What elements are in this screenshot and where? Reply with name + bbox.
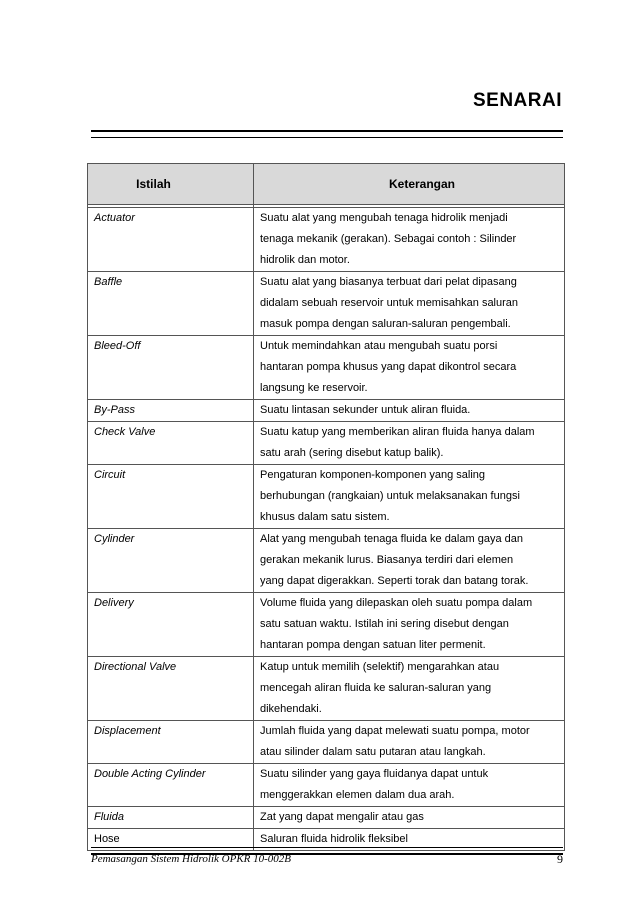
description-line: menggerakkan elemen dalam dua arah. <box>260 789 455 801</box>
footer-document-title: Pemasangan Sistem Hidrolik OPKR 10-002B <box>91 853 292 865</box>
table-row <box>88 272 565 336</box>
footer-page-number: 9 <box>557 852 563 866</box>
description-line: langsung ke reservoir. <box>260 382 368 394</box>
table-row <box>88 657 565 721</box>
description-line: Katup untuk memilih (selektif) mengarahkan atau <box>260 661 500 673</box>
description-cell <box>254 764 565 807</box>
table-row <box>88 764 565 807</box>
description-line: gerakan mekanik lurus. Biasanya terdiri dari elemen <box>260 554 514 566</box>
term-cell: Fluida <box>88 807 254 829</box>
description-line: hantaran pompa khusus yang dapat dikontrol secara <box>260 361 517 373</box>
description-line: hidrolik dan motor. <box>260 254 350 266</box>
term-cell: Displacement <box>88 721 254 764</box>
table-row <box>88 400 565 422</box>
description-line: Saluran fluida hidrolik fleksibel <box>260 833 408 845</box>
column-header-description: Keterangan <box>254 164 565 205</box>
term-cell: Cylinder <box>88 529 254 593</box>
description-line: Alat yang mengubah tenaga fluida ke dalam gaya dan <box>260 533 523 545</box>
description-cell <box>254 529 565 593</box>
page-title: SENARAI <box>472 90 562 111</box>
description-line: Jumlah fluida yang dapat melewati suatu pompa, motor <box>260 725 530 737</box>
description-line: satu satuan waktu. Istilah ini sering disebut dengan <box>260 618 509 630</box>
table-header-row <box>88 164 565 205</box>
table-row <box>88 208 565 272</box>
table-row <box>88 336 565 400</box>
header-divider <box>91 130 563 138</box>
description-line: dikehendaki. <box>260 703 322 715</box>
description-line: Untuk memindahkan atau mengubah suatu porsi <box>260 340 498 352</box>
description-line: tenaga mekanik (gerakan). Sebagai contoh : Silinder <box>260 233 517 245</box>
description-line: Pengaturan komponen-komponen yang saling <box>260 469 486 481</box>
term-cell: Delivery <box>88 593 254 657</box>
term-cell: By-Pass <box>88 400 254 422</box>
description-line: mencegah aliran fluida ke saluran-saluran yang <box>260 682 492 694</box>
table-row <box>88 465 565 529</box>
description-cell <box>254 208 565 272</box>
description-cell <box>254 400 565 422</box>
description-line: berhubungan (rangkaian) untuk melaksanakan fungsi <box>260 490 520 502</box>
description-cell <box>254 272 565 336</box>
description-cell <box>254 422 565 465</box>
description-line: didalam sebuah reservoir untuk memisahkan saluran <box>260 297 519 309</box>
term-cell: Circuit <box>88 465 254 529</box>
term-cell: Check Valve <box>88 422 254 465</box>
description-cell <box>254 721 565 764</box>
glossary-table <box>87 163 565 851</box>
description-cell <box>254 465 565 529</box>
description-line: yang dapat digerakkan. Seperti torak dan batang torak. <box>260 575 529 587</box>
description-line: khusus dalam satu sistem. <box>260 511 390 523</box>
term-cell: Directional Valve <box>88 657 254 721</box>
term-cell: Hose <box>88 829 254 851</box>
table-row <box>88 422 565 465</box>
term-cell: Actuator <box>88 208 254 272</box>
term-cell: Double Acting Cylinder <box>88 764 254 807</box>
description-cell <box>254 807 565 829</box>
description-cell <box>254 593 565 657</box>
description-line: satu arah (sering disebut katup balik). <box>260 447 444 459</box>
table-row <box>88 807 565 829</box>
table-row <box>88 593 565 657</box>
description-line: Zat yang dapat mengalir atau gas <box>260 811 424 823</box>
term-cell: Baffle <box>88 272 254 336</box>
description-line: Volume fluida yang dilepaskan oleh suatu pompa dalam <box>260 597 533 609</box>
description-line: Suatu alat yang biasanya terbuat dari pelat dipasang <box>260 276 517 288</box>
column-header-term: Istilah <box>88 164 254 205</box>
description-line: hantaran pompa dengan satuan liter permenit. <box>260 639 486 651</box>
description-line: Suatu lintasan sekunder untuk aliran fluida. <box>260 404 471 416</box>
description-line: masuk pompa dengan saluran-saluran pengembali. <box>260 318 511 330</box>
description-line: Suatu alat yang mengubah tenaga hidrolik menjadi <box>260 212 508 224</box>
table-row <box>88 529 565 593</box>
term-cell: Bleed-Off <box>88 336 254 400</box>
description-line: Suatu silinder yang gaya fluidanya dapat untuk <box>260 768 489 780</box>
description-cell <box>254 336 565 400</box>
table-row <box>88 721 565 764</box>
description-line: atau silinder dalam satu putaran atau langkah. <box>260 746 486 758</box>
description-cell <box>254 657 565 721</box>
description-line: Suatu katup yang memberikan aliran fluida hanya dalam <box>260 426 535 438</box>
